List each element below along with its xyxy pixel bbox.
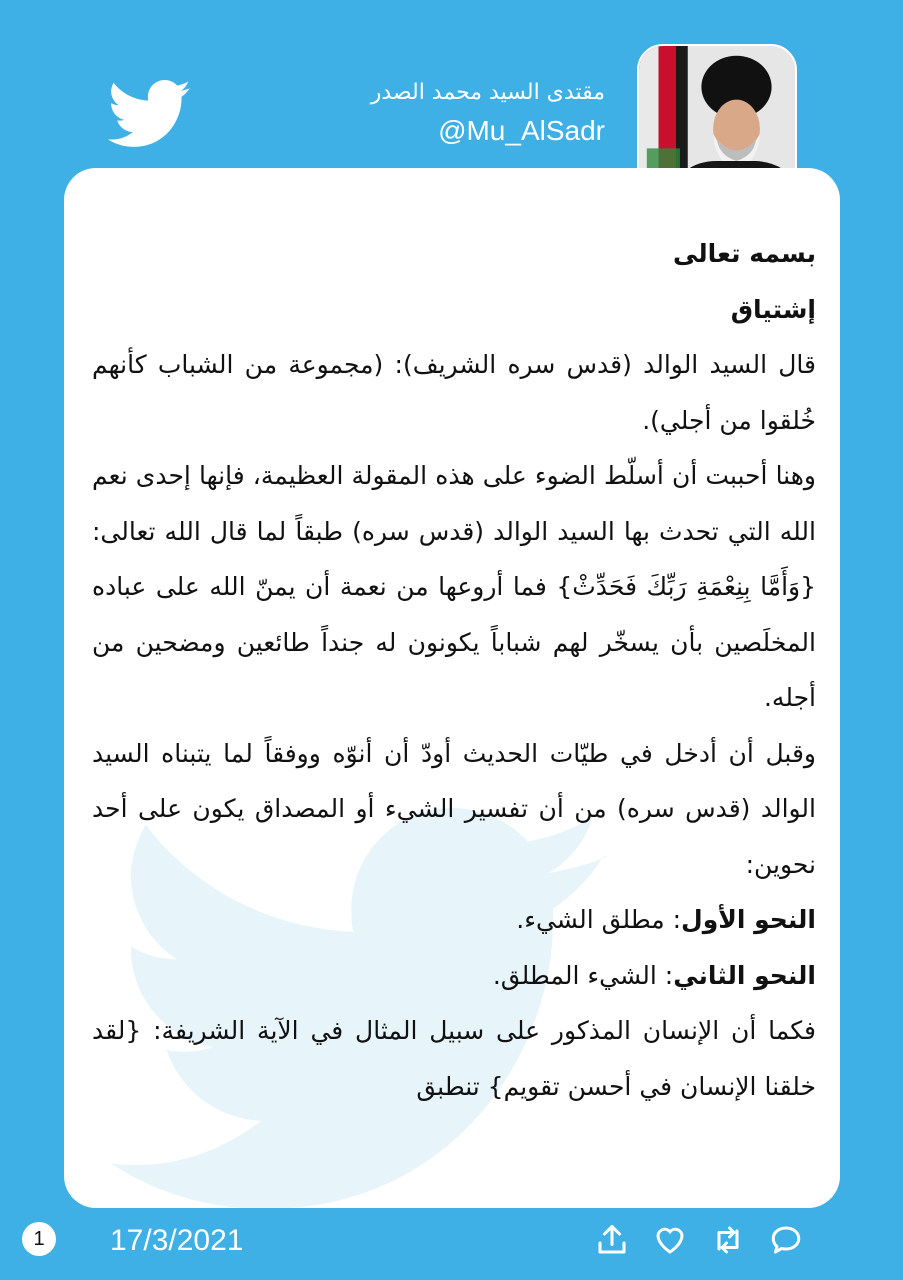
tweet-line-body: : مطلق الشيء. [516, 905, 682, 934]
tweet-line: بسمه تعالى [672, 239, 816, 268]
author-handle[interactable]: @Mu_AlSadr [438, 115, 605, 146]
tweet-line-heading: النحو الأول [681, 905, 816, 934]
tweet-card [64, 168, 840, 1208]
tweet-line: وهنا أحببت أن أسلّط الضوء على هذه المقولة العظيمة، فإنها إحدى نعم الله التي تحدث بها السيد الوالد (قدس سره) طبقاً لما قال الله تعالى: {وَأَمَّا بِنِعْمَةِ رَبِّكَ فَحَدِّثْ} فما أروعها من نعمة أن يمنّ الله على عباده المخلَصين بأن يسخّر لهم شباباً يكونون له جنداً طائعين ومضحين من أجله. [92, 461, 816, 712]
share-icon[interactable] [594, 1222, 630, 1258]
like-heart-icon[interactable] [652, 1222, 688, 1258]
author-info [371, 78, 605, 150]
tweet-line: فكما أن الإنسان المذكور على سبيل المثال في الآية الشريفة: {لقد خلقنا الإنسان في أحسن تقويم} تنطبق [92, 1016, 816, 1101]
page-count-badge: 1 [22, 1222, 56, 1256]
author-name: مقتدى السيد محمد الصدر [370, 80, 605, 105]
retweet-icon[interactable] [710, 1222, 746, 1258]
tweet-line: وقبل أن أدخل في طيّات الحديث أودّ أن أنوّه ووفقاً لما يتبناه السيد الوالد (قدس سره) من أن تفسير الشيء أو المصداق يكون على أحد نحوين: [92, 738, 816, 879]
tweet-line-heading: النحو الثاني [673, 960, 816, 990]
tweet-actions [594, 1222, 804, 1258]
tweet-text [92, 226, 816, 1114]
tweet-line [92, 948, 816, 1004]
tweet-line: قال السيد الوالد (قدس سره الشريف): (مجموعة من الشباب كأنهم خُلقوا من أجلي). [92, 350, 816, 435]
tweet-line [92, 892, 816, 948]
twitter-bird-icon [108, 80, 192, 150]
tweet-line: إشتياق [730, 294, 816, 324]
reply-icon[interactable] [768, 1222, 804, 1258]
tweet-line-body: : الشيء المطلق. [492, 960, 674, 990]
tweet-date: 17/3/2021 [110, 1224, 244, 1257]
